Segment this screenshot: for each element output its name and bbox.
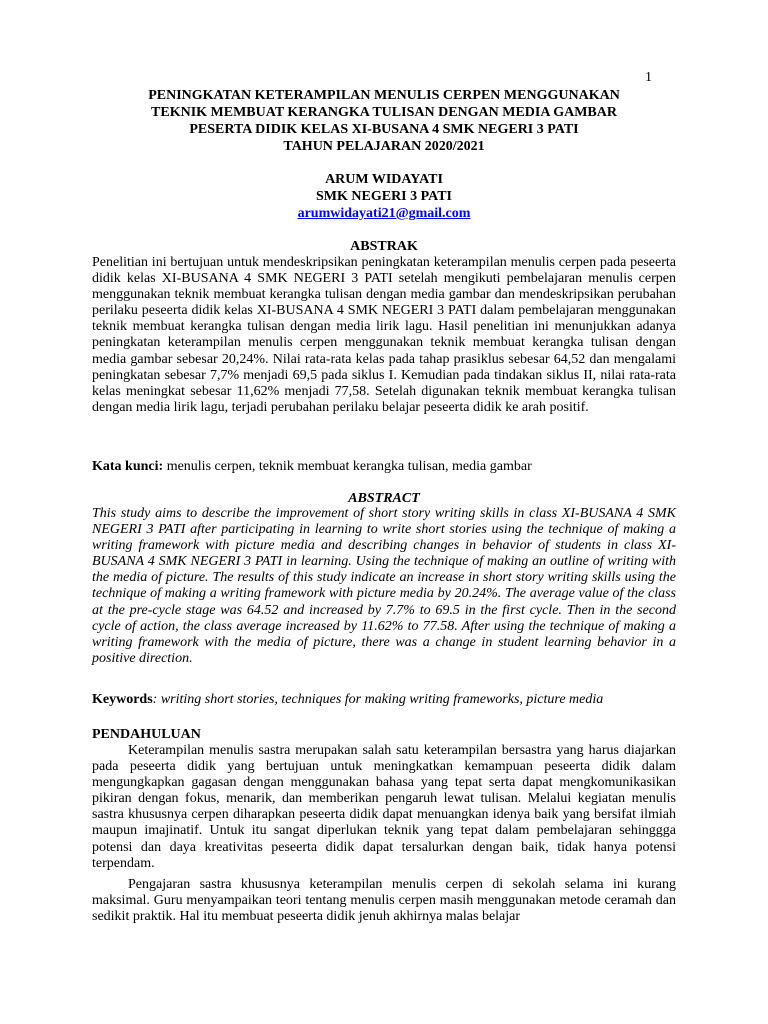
kata-kunci-text: menulis cerpen, teknik membuat kerangka tulisan, media gambar — [163, 459, 532, 474]
pendahuluan-paragraph-1: Keterampilan menulis sastra merupakan salah satu keterampilan bersastra yang harus diajarkan pada peseerta didik yang bertujuan untuk meningkatkan kemampuan peseerta didik dalam mengungkapkan gagasan dengan menggunakan bahasa yang tepat serta dapat mengkomunikasikan pikiran dengan fokus, menarik, dan memberikan pengaruh lewat tulisan. Melalui kegiatan menulis sastra khususnya cerpen diharapkan peseerta didik dapat menuangkan idenya baik yang bersifat ilmiah maupun imajinatif. Untuk itu sangat diperlukan teknik yang tepat dalam pembelajaran sehinggga potensi dan daya kreativitas peseerta didik dapat tersalurkan dengan baik, tidak hanya potensi terpendam. — [92, 743, 676, 871]
title-line: PESERTA DIDIK KELAS XI-BUSANA 4 SMK NEGERI 3 PATI — [189, 122, 579, 137]
abstract-heading: ABSTRACT — [348, 491, 420, 506]
abstract-body: This study aims to describe the improvement of short story writing skills in class XI-BUSANA 4 SMK NEGERI 3 PATI after participating in learning to write short stories using the technique of making a writing framework with picture media and describing changes in behavior of students in class XI-BUSANA 4 SMK NEGERI 3 PATI in learning. Using the technique of making an outline of writing with the media of picture. The results of this study indicate an increase in short story writing skills using the technique of making a writing framework with picture media by 20.24%. The average value of the class at the pre-cycle stage was 64.52 and increased by 7.7% to 69.5 in the first cycle. Then in the second cycle of action, the class average increased by 11.62% to 77.58. After using the technique of making a writing framework with the media of picture, there was a change in student learning behavior in a positive direction. — [92, 506, 676, 666]
paper-title — [92, 87, 676, 155]
kata-kunci — [92, 459, 692, 475]
pendahuluan-paragraph-2: Pengajaran sastra khususnya keterampilan menulis cerpen di sekolah selama ini kurang maksimal. Guru menyampaikan teori tentang menulis cerpen masih menggunakan metode ceramah dan sedikit praktik. Hal itu membuat peseerta didik jenuh akhirnya malas belajar — [92, 877, 676, 925]
abstrak-heading: ABSTRAK — [350, 239, 418, 254]
kata-kunci-label: Kata kunci: — [92, 459, 164, 474]
author-institution: SMK NEGERI 3 PATI — [316, 189, 452, 204]
title-line: PENINGKATAN KETERAMPILAN MENULIS CERPEN MENGGUNAKAN — [148, 88, 620, 103]
title-line: TAHUN PELAJARAN 2020/2021 — [283, 139, 485, 154]
abstrak-body: Penelitian ini bertujuan untuk mendeskripsikan peningkatan keterampilan menulis cerpen pada peseerta didik kelas XI-BUSANA 4 SMK NEGERI 3 PATI setelah mengikuti pembelajaran menulis cerpen menggunakan teknik membuat kerangka tulisan dengan media gambar dan mendeskripsikan perubahan perilaku peseerta didik kelas XI-BUSANA 4 SMK NEGERI 3 PATI dalam pembelajaran menggunakan teknik membuat kerangka tulisan dengan media lirik lagu. Hasil penelitian ini menunjukkan adanya peningkatan keterampilan menulis cerpen menggunakan teknik membuat kerangka tulisan dengan media gambar sebesar 20,24%. Nilai rata-rata kelas pada tahap prasiklus sebesar 64,52 dan mengalami peningkatan sebesar 7,7% menjadi 69,5 pada siklus I. Kemudian pada tindakan siklus II, nilai rata-rata kelas meningkat sebesar 11,62% menjadi 77,58. Setelah digunakan teknik membuat kerangka tulisan dengan media lirik lagu, terjadi perubahan perilaku belajar peseerta didik ke arah positif. — [92, 255, 676, 415]
title-line: TEKNIK MEMBUAT KERANGKA TULISAN DENGAN MEDIA GAMBAR — [151, 105, 617, 120]
keywords — [92, 692, 676, 708]
section-heading-pendahuluan: PENDAHULUAN — [92, 727, 201, 742]
author-name: ARUM WIDAYATI — [325, 172, 443, 187]
author-block — [92, 171, 676, 222]
keywords-text: : writing short stories, techniques for making writing frameworks, picture media — [152, 692, 604, 707]
page-number: 1 — [645, 70, 652, 85]
keywords-label: Keywords — [92, 692, 153, 707]
author-email-link[interactable]: arumwidayati21@gmail.com — [297, 206, 471, 221]
